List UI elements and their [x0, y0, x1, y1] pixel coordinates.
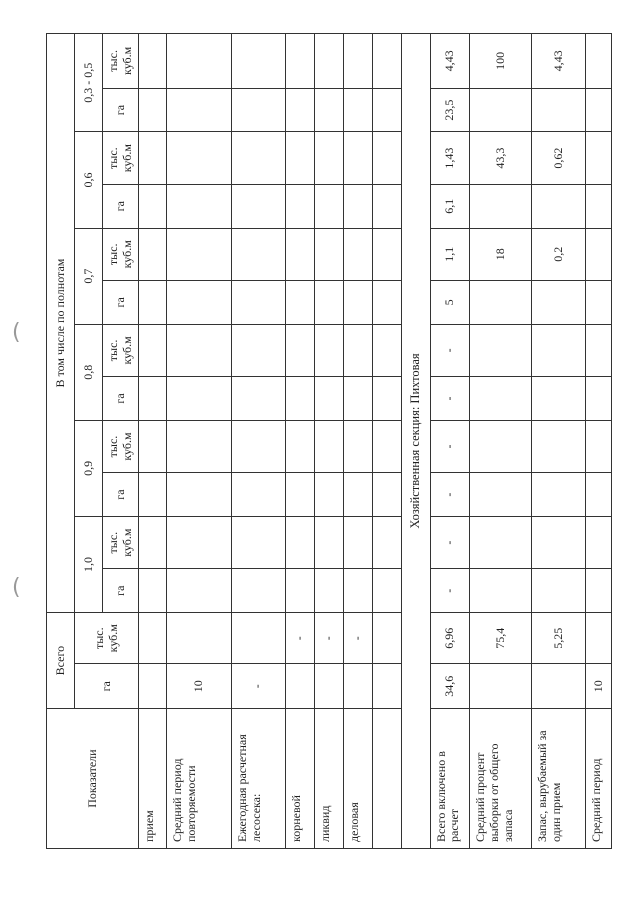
- table-cell: [314, 664, 343, 709]
- table-cell: -: [430, 516, 469, 568]
- table-cell: [586, 280, 612, 324]
- table-cell: [532, 569, 586, 613]
- punch-hole-mark-top: (: [12, 320, 21, 345]
- table-cell: -: [430, 324, 469, 376]
- table-cell: [314, 280, 343, 324]
- table-cell: [343, 88, 372, 132]
- table-cell: 4,43: [430, 34, 469, 89]
- table-cell: [231, 377, 285, 421]
- table-cell: [469, 569, 531, 613]
- table-cell: -: [285, 613, 314, 664]
- table-cell: [314, 228, 343, 280]
- table-cell: [343, 516, 372, 568]
- table-cell: [167, 377, 231, 421]
- table-cell: [586, 377, 612, 421]
- table-cell: 6,1: [430, 184, 469, 228]
- header-unit-ha: га: [102, 473, 139, 517]
- table-cell: -: [430, 420, 469, 472]
- row-label: Всего включено в расчет: [430, 709, 469, 849]
- table-cell: [167, 88, 231, 132]
- table-cell: [586, 613, 612, 664]
- table-cell: [139, 88, 167, 132]
- table-cell: 4,43: [532, 34, 586, 89]
- header-density-4: 0,6: [74, 132, 102, 228]
- table-cell: [139, 184, 167, 228]
- header-unit-volume: тыс. куб.м: [102, 324, 139, 376]
- table-cell: [285, 184, 314, 228]
- table-cell: [285, 420, 314, 472]
- table-row: [285, 34, 314, 849]
- table-cell: [314, 184, 343, 228]
- table-row: [469, 34, 531, 849]
- table-cell: 18: [469, 228, 531, 280]
- table-cell: [372, 420, 401, 472]
- table-cell: [139, 280, 167, 324]
- table-cell: -: [430, 569, 469, 613]
- header-density-1: 0,9: [74, 420, 102, 516]
- table-cell: [167, 34, 231, 89]
- table-cell: [532, 420, 586, 472]
- table-cell: [469, 473, 531, 517]
- table-cell: [285, 34, 314, 89]
- table-cell: [167, 228, 231, 280]
- table-cell: 1,1: [430, 228, 469, 280]
- table-cell: [469, 324, 531, 376]
- table-cell: [532, 473, 586, 517]
- table-cell: [343, 280, 372, 324]
- table-cell: [314, 420, 343, 472]
- table-cell: [139, 420, 167, 472]
- table-cell: [231, 569, 285, 613]
- table-cell: [285, 324, 314, 376]
- forest-allowable-cut-table: [46, 33, 612, 849]
- row-label: Запас, вырубаемый за один прием: [532, 709, 586, 849]
- table-row: [139, 34, 167, 849]
- table-cell: [167, 569, 231, 613]
- table-cell: [372, 473, 401, 517]
- header-total-volume: тыс. куб.м: [74, 613, 138, 664]
- table-cell: -: [343, 613, 372, 664]
- table-cell: [314, 377, 343, 421]
- table-cell: [231, 280, 285, 324]
- table-cell: [343, 664, 372, 709]
- table-cell: [372, 132, 401, 184]
- row-label: Средний период повторяемости: [167, 709, 231, 849]
- table-cell: [372, 664, 401, 709]
- table-cell: [167, 420, 231, 472]
- table-cell: [285, 377, 314, 421]
- table-cell: [314, 569, 343, 613]
- table-row: [314, 34, 343, 849]
- table-cell: [167, 324, 231, 376]
- table-cell: 23,5: [430, 88, 469, 132]
- header-unit-volume: тыс. куб.м: [102, 228, 139, 280]
- table-cell: [314, 473, 343, 517]
- header-density-5: 0,3 - 0,5: [74, 34, 102, 132]
- table-cell: [139, 664, 167, 709]
- header-unit-volume: тыс. куб.м: [102, 420, 139, 472]
- table-cell: [139, 34, 167, 89]
- table-cell: [139, 228, 167, 280]
- table-cell: [372, 184, 401, 228]
- table-cell: 5: [430, 280, 469, 324]
- table-cell: [372, 324, 401, 376]
- table-cell: 1,43: [430, 132, 469, 184]
- table-cell: 75,4: [469, 613, 531, 664]
- table-cell: [532, 664, 586, 709]
- table-cell: [372, 516, 401, 568]
- table-cell: [231, 132, 285, 184]
- table-cell: [532, 377, 586, 421]
- table-cell: [343, 184, 372, 228]
- section-row: [401, 34, 430, 849]
- table-row: [231, 34, 285, 849]
- table-cell: [285, 569, 314, 613]
- table-cell: [469, 420, 531, 472]
- table-cell: 0,62: [532, 132, 586, 184]
- table-cell: [285, 132, 314, 184]
- table-cell: [314, 34, 343, 89]
- table-cell: [372, 569, 401, 613]
- table-cell: [285, 88, 314, 132]
- table-cell: [586, 516, 612, 568]
- table-cell: 5,25: [532, 613, 586, 664]
- table-row: [167, 34, 231, 849]
- table-cell: [532, 516, 586, 568]
- punch-hole-mark-bottom: (: [12, 575, 21, 600]
- table-cell: -: [314, 613, 343, 664]
- header-unit-ha: га: [102, 88, 139, 132]
- table-cell: [532, 280, 586, 324]
- header-unit-ha: га: [102, 280, 139, 324]
- table-cell: [231, 228, 285, 280]
- table-cell: [231, 88, 285, 132]
- table-cell: [586, 34, 612, 89]
- row-label: [372, 709, 401, 849]
- table-cell: [231, 613, 285, 664]
- header-total: Всего: [47, 613, 75, 709]
- header-indicators: Показатели: [47, 709, 139, 849]
- table-cell: [343, 324, 372, 376]
- table-cell: [586, 569, 612, 613]
- table-cell: [139, 516, 167, 568]
- table-row: [532, 34, 586, 849]
- table-cell: [231, 420, 285, 472]
- table-cell: [314, 88, 343, 132]
- table-cell: [586, 184, 612, 228]
- table-cell: [586, 228, 612, 280]
- table-cell: [285, 664, 314, 709]
- table-cell: [314, 132, 343, 184]
- table-cell: [167, 132, 231, 184]
- header-density-3: 0,7: [74, 228, 102, 324]
- rotated-table-container: [46, 33, 612, 849]
- table-cell: [586, 88, 612, 132]
- table-cell: [372, 88, 401, 132]
- table-cell: [167, 516, 231, 568]
- table-cell: [372, 613, 401, 664]
- header-density-2: 0,8: [74, 324, 102, 420]
- table-cell: [343, 228, 372, 280]
- table-cell: [469, 664, 531, 709]
- table-cell: [231, 516, 285, 568]
- table-cell: [586, 132, 612, 184]
- table-cell: [231, 324, 285, 376]
- table-cell: [586, 324, 612, 376]
- table-cell: [139, 377, 167, 421]
- header-unit-ha: га: [102, 184, 139, 228]
- table-cell: [343, 473, 372, 517]
- header-by-density: В том числе по полнотам: [47, 34, 75, 613]
- table-cell: [343, 132, 372, 184]
- table-cell: [343, 420, 372, 472]
- table-cell: [372, 377, 401, 421]
- row-label: корневой: [285, 709, 314, 849]
- table-cell: [314, 516, 343, 568]
- table-cell: 43,3: [469, 132, 531, 184]
- table-cell: [139, 473, 167, 517]
- table-cell: 6,96: [430, 613, 469, 664]
- table-cell: [469, 184, 531, 228]
- header-unit-volume: тыс. куб.м: [102, 34, 139, 89]
- row-label: ликвид: [314, 709, 343, 849]
- table-cell: 100: [469, 34, 531, 89]
- table-cell: 10: [586, 664, 612, 709]
- section-title: Хозяйственная секция: Пихтовая: [401, 34, 430, 849]
- table-cell: 0,2: [532, 228, 586, 280]
- table-cell: [139, 132, 167, 184]
- row-label: Средний процент выборки от общего запаса: [469, 709, 531, 849]
- table-cell: [285, 228, 314, 280]
- table-cell: [285, 516, 314, 568]
- table-row: [343, 34, 372, 849]
- table-cell: [314, 324, 343, 376]
- table-cell: [231, 184, 285, 228]
- table-cell: [372, 280, 401, 324]
- row-label: деловая: [343, 709, 372, 849]
- table-cell: [167, 473, 231, 517]
- table-cell: [285, 473, 314, 517]
- table-cell: -: [430, 473, 469, 517]
- table-cell: [139, 324, 167, 376]
- table-cell: [167, 280, 231, 324]
- table-cell: [469, 88, 531, 132]
- table-cell: [469, 516, 531, 568]
- table-cell: [532, 184, 586, 228]
- table-cell: [167, 184, 231, 228]
- table-cell: [469, 377, 531, 421]
- table-cell: [532, 324, 586, 376]
- table-cell: [167, 613, 231, 664]
- table-cell: [231, 34, 285, 89]
- table-cell: [372, 34, 401, 89]
- table-row: [586, 34, 612, 849]
- row-label: Ежегодная расчетная лесосека:: [231, 709, 285, 849]
- table-cell: [586, 473, 612, 517]
- table-cell: [285, 280, 314, 324]
- table-cell: [343, 569, 372, 613]
- table-row: [430, 34, 469, 849]
- table-cell: [343, 34, 372, 89]
- row-label: прием: [139, 709, 167, 849]
- table-cell: -: [430, 377, 469, 421]
- header-unit-volume: тыс. куб.м: [102, 516, 139, 568]
- table-cell: [139, 569, 167, 613]
- header-unit-volume: тыс. куб.м: [102, 132, 139, 184]
- header-density-0: 1,0: [74, 516, 102, 612]
- row-label: Средний период: [586, 709, 612, 849]
- table-cell: [469, 280, 531, 324]
- table-cell: [343, 377, 372, 421]
- header-unit-ha: га: [102, 377, 139, 421]
- table-cell: [372, 228, 401, 280]
- table-cell: -: [231, 664, 285, 709]
- table-cell: 34,6: [430, 664, 469, 709]
- table-cell: [586, 420, 612, 472]
- table-cell: [231, 473, 285, 517]
- header-unit-ha: га: [102, 569, 139, 613]
- table-cell: 10: [167, 664, 231, 709]
- table-row: [372, 34, 401, 849]
- header-total-ha: га: [74, 664, 138, 709]
- table-cell: [139, 613, 167, 664]
- table-cell: [532, 88, 586, 132]
